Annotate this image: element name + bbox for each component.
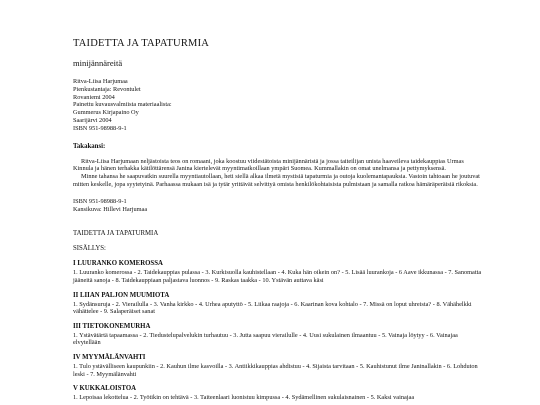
isbn-line: ISBN 951-98988-9-1 — [73, 124, 127, 132]
back-cover-paragraph: Ritva-Liisa Harjumaan neljästoista teos on romaani, joka koostuu viidestätoista minijännäristä ja jossa taiteilijan unista haaveilevа taidekauppias Urmas Kinnula ja hänen terhakka kätilöttärensä Janina kiertelevät myyntimatkoillaan ympäri Suomea. Kummallakin on omat unelmansa ja pettymyksensä. — [73, 157, 464, 173]
section-heading: III TIETOKONEMURHA — [73, 322, 151, 330]
document-title: TAIDETTA JA TAPATURMIA — [73, 38, 210, 49]
author-line: Ritva-Liisa Harjumaa — [73, 78, 128, 85]
cover-credit: Kansikuva: Hillevi Harjumaa — [73, 205, 148, 213]
section-chapters: 1. Sydänsuruja - 2. Vierailulla - 3. Vanha kirkko - 4. Urhea aputyttö - 5. Liikaa raajoja - 6. Kaarinan kova kohtalo - 7. Missä on loput uhreista? - 8. Vähähelkki vähättelee - 9. Salaperäiset sanat — [73, 300, 472, 316]
back-cover-heading: Takakansi: — [73, 142, 106, 150]
section-chapters: 1. Lepoisaa lekottelua - 2. Työtikin on tehtävä - 3. Taiteenlaari luonistuu kimpussa - 4. Sydämellinen sukulaisnainen - 5. Kaksi vainajaa — [73, 394, 415, 402]
back-cover-paragraph: Minne tahansa he saapuvatkin suurella myyntiautollaan, heti siellä alkaa ilmetä mystisiä tapaturmia ja outoja kuolemantapauksia. Vastoin tahtoaan he joutuvat mitten keskelle, jopa syytetyinä. Parhaassa mukaan isä ja tytär yrittävät selvittyä omista henkilökohtaisista pulmistaan ja samalla ratkoa hämäräperäisiä rikoksia. — [73, 173, 480, 188]
publisher-line: Pienkustantaja: Revontulet — [73, 85, 141, 93]
toc-label: SISÄLLYS: — [73, 245, 106, 253]
document-subtitle: minijännäreitä — [73, 58, 123, 68]
publication-info — [73, 78, 483, 133]
printer-line: Gummerus Kirjapaino Oy — [73, 109, 139, 117]
isbn-text: ISBN 951-98988-9-1 — [73, 197, 127, 205]
print-place-line: Saarijärvi 2004 — [73, 116, 112, 124]
place-year-line: Rovaniemi 2004 — [73, 93, 115, 101]
toc-section — [73, 260, 483, 284]
printing-line: Painettu kuvausvalmiista materiaalista: — [73, 101, 172, 109]
section-heading: II LIIAN PALJON MUUMIOTA — [73, 291, 170, 299]
section-heading: V KUKKALOISTOA — [73, 385, 137, 393]
section-heading: I LUURANKO KOMEROSSA — [73, 260, 163, 268]
isbn-block — [73, 198, 483, 214]
section-heading: IV MYYMÄLÄNVAHTI — [73, 353, 146, 361]
section-chapters: 1. Tulo ystävällisееn kaupunkiin - 2. Kauhun ilme kasvoilla - 3. Antiikkikauppias ahdistuu - 4. Sijaista tarvitaan - 5. Kauhistunut ilme Janinallakin - 6. Lohduton leski - 7. Myymälänvahti — [73, 362, 478, 378]
toc-section — [73, 385, 483, 402]
toc-section — [73, 323, 483, 347]
section-chapters: 1. Ystävätärtä tapaamassa - 2. Tiedustelupalvelukin turhautuu - 3. Jutta saapuu vierailulle - 4. Uusi sukulainen ilmaantuu - 5. Vainaja löytyy - 6. Vainajaa elvytellään — [73, 331, 458, 347]
toc-section — [73, 354, 483, 378]
toc-section — [73, 292, 483, 316]
document-content — [73, 38, 483, 405]
toc-book-title: TAIDETTA JA TAPATURMIA — [73, 230, 159, 238]
section-chapters: 1. Luuranko komerossa - 2. Taidekauppias pulassa - 3. Kurkisuolla kauhistellaan - 4. Kuka hän oikein on? - 5. Lisää luurankoja - 6 Aave ikkunassa - 7. Sanomatta jääneitä sanoja - 8. Taidekauppiaan paljastava luonnos - 9. Raskas taakka - 10. Ystävän auttava käsi — [73, 269, 482, 284]
